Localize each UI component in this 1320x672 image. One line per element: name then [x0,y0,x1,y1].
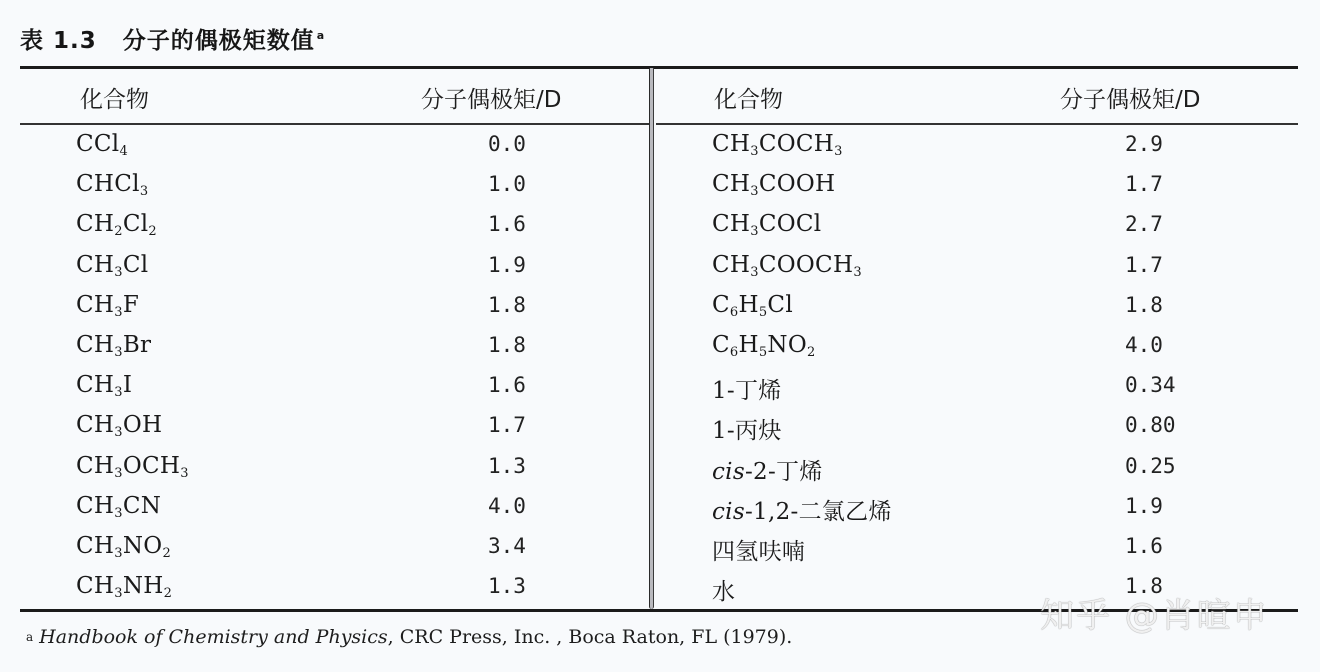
table-row [20,487,649,527]
compound-cell: 水 [712,579,736,606]
compound-cell: $CH_3F$ [76,291,140,320]
footnote-publisher: , CRC Press, Inc. , Boca Raton, FL (1979). [387,626,793,648]
compound-cell: CCl$_4$ [76,131,129,159]
watermark: 知乎 @肖暄申 [1040,596,1269,636]
compound-cell: $C_6H_5NO_2$ [712,331,816,360]
table-footnote [26,626,792,648]
table-row [656,165,1298,205]
dipole-value-cell: 0.34 [1125,373,1176,398]
dipole-value-cell: 1.8 [1125,292,1163,317]
compound-cell: 四氢呋喃 [712,538,806,565]
dipole-value-cell: 1.8 [488,292,526,317]
table-number: 表 1.3 [20,28,97,54]
table-row [20,165,649,205]
dipole-value-cell: 3.4 [488,533,526,558]
table-row [20,286,649,326]
table-row [20,527,649,567]
compound-cell: $CH_2Cl_2$ [76,211,157,240]
dipole-value-cell: 1.6 [488,212,526,237]
column-divider [649,68,654,609]
table-title: 分子的偶极矩数值 [122,28,315,54]
dipole-value-cell: 1.7 [1125,172,1163,197]
dipole-value-cell: 0.0 [488,132,526,156]
table-row [656,406,1298,446]
table-row [20,205,649,245]
compound-cell: 1-丙炔 [712,418,782,445]
compound-cell: $CH_3COCH_3$ [712,131,843,159]
compound-cell: $CH_3CN$ [76,492,162,521]
header-dipole-moment: 分子偶极矩/D [421,87,562,113]
table-row [656,205,1298,245]
table-header-row [656,68,1298,123]
dipole-value-cell: 4.0 [488,493,526,518]
compound-cell: $CH_3Cl$ [76,251,149,280]
table-row [656,487,1298,527]
compound-cell: $CH_3I$ [76,372,133,401]
footnote-mark: a [26,630,34,644]
table-row [656,447,1298,487]
dipole-value-cell: 0.80 [1125,413,1176,438]
dipole-value-cell: 1.9 [1125,493,1163,518]
compound-cell: $C_6H_5Cl$ [712,291,793,320]
dipole-value-cell: 1.3 [488,574,526,599]
compound-cell: $CH_3OCH_3$ [76,452,189,481]
header-dipole-moment: 分子偶极矩/D [1060,87,1201,113]
compound-cell: $CH_3COCl$ [712,211,822,240]
title-footnote-mark: a [316,29,326,43]
table-body [656,125,1298,607]
compound-cell: cis-1,2-二氯乙烯 [712,498,892,525]
dipole-value-cell: 4.0 [1125,332,1163,357]
table-row [20,567,649,607]
table-header-row [20,68,649,123]
table-body [20,125,649,607]
dipole-value-cell: 1.8 [1125,574,1163,599]
header-compound: 化合物 [80,87,149,113]
table-row [20,366,649,406]
compound-cell: $CH_3COOH$ [712,171,836,200]
table-row [20,406,649,446]
dipole-value-cell: 2.9 [1125,132,1163,156]
header-compound: 化合物 [714,87,783,113]
table-right-half [656,68,1298,605]
dipole-value-cell: 1.7 [1125,252,1163,277]
table-row [656,326,1298,366]
compound-cell: $CH_3NO_2$ [76,532,172,561]
compound-cell: $CH_3OH$ [76,412,163,441]
dipole-value-cell: 1.8 [488,332,526,357]
dipole-value-cell: 2.7 [1125,212,1163,237]
table-row [20,246,649,286]
dipole-value-cell: 0.25 [1125,453,1176,478]
table-row [656,366,1298,406]
compound-cell: $CH_3Br$ [76,331,152,360]
dipole-value-cell: 1.3 [488,453,526,478]
compound-cell: CHCl$_3$ [76,171,149,200]
table-left-half [20,68,649,605]
dipole-value-cell: 1.9 [488,252,526,277]
dipole-value-cell: 1.0 [488,172,526,197]
compound-cell: 1-丁烯 [712,378,782,405]
dipole-value-cell: 1.6 [488,373,526,398]
table-row [20,447,649,487]
dipole-value-cell: 1.7 [488,413,526,438]
footnote-book-title: Handbook of Chemistry and Physics [39,626,388,648]
compound-cell: cis-2-丁烯 [712,458,823,485]
table-row [656,527,1298,567]
table-row [20,125,649,165]
dipole-value-cell: 1.6 [1125,533,1163,558]
table-caption [20,22,325,55]
table-row [656,246,1298,286]
table-row [20,326,649,366]
compound-cell: $CH_3COOCH_3$ [712,251,862,280]
table-row [656,286,1298,326]
table-row [656,125,1298,165]
compound-cell: $CH_3NH_2$ [76,573,173,602]
